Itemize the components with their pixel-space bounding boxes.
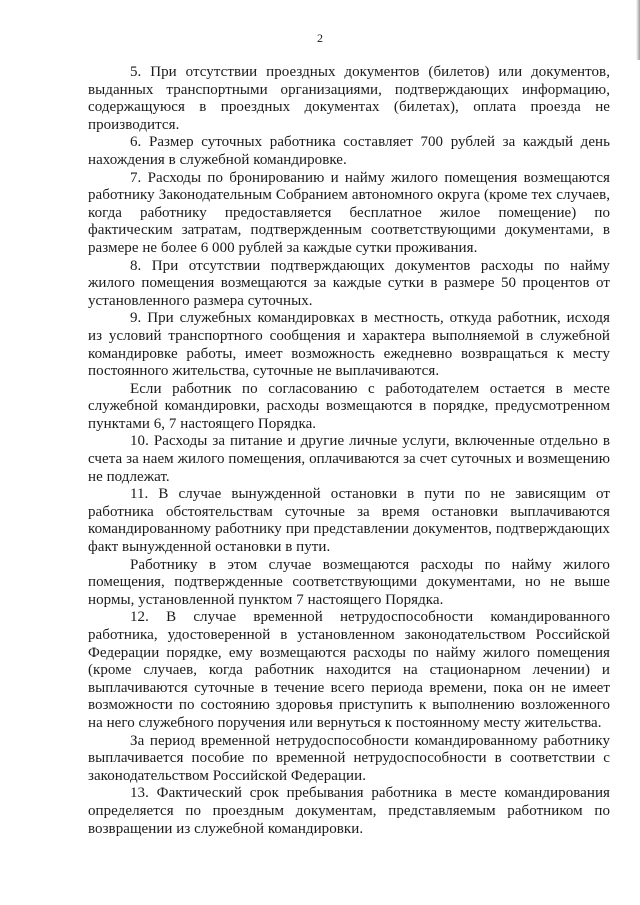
- paragraph-item-6: 6. Размер суточных работника составляет 700 рублей за каждый день нахождения в служебной командировке.: [88, 134, 610, 168]
- paragraph-item-12: 12. В случае временной нетрудоспособности командированного работника, удостоверенной в установленном законодательством Российской Федерации порядке, ему возмещаются расходы по найму жилого помещения (кроме случаев, когда работник находится на стационарном лечении) и выплачиваются суточные в течение всего периода времени, пока он не имеет возможности по состоянию здоровья приступить к выполнению возложенного на него служебного поручения или вернуться к постоянному месту жительства.: [88, 609, 610, 731]
- scan-edge-shadow: [636, 0, 640, 60]
- paragraph-item-13: 13. Фактический срок пребывания работника в месте командирования определяется по проездным документам, представляемым работником по возвращении из служебной командировки.: [88, 785, 610, 837]
- paragraph-item-10: 10. Расходы за питание и другие личные услуги, включенные отдельно в счета за наем жилого помещения, оплачиваются за счет суточных и возмещению не подлежат.: [88, 433, 610, 485]
- document-body: [88, 64, 610, 838]
- paragraph-item-9: 9. При служебных командировках в местность, откуда работник, исходя из условий транспортного сообщения и характера выполняемой в служебной командировке работы, имеет возможность ежедневно возвращаться к месту постоянного жительства, суточные не выплачиваются.: [88, 310, 610, 380]
- paragraph-item-9-continued: Если работник по согласованию с работодателем остается в месте служебной командировки, расходы возмещаются в порядке, предусмотренном пунктами 6, 7 настоящего Порядка.: [88, 380, 610, 432]
- paragraph-item-12-continued: За период временной нетрудоспособности командированному работнику выплачивается пособие по временной нетрудоспособности в соответствии с законодательством Российской Федерации.: [88, 732, 610, 784]
- paragraph-item-11: 11. В случае вынужденной остановки в пути по не зависящим от работника обстоятельствам суточные за время остановки выплачиваются командированному работнику при представлении документов, подтверждающих факт вынужденной остановки в пути.: [88, 486, 610, 556]
- paragraph-item-5: 5. При отсутствии проездных документов (билетов) или документов, выданных транспортными организациями, подтверждающих информацию, содержащуюся в проездных документах (билетах), оплата проезда не производится.: [88, 64, 610, 133]
- page-number: 2: [317, 31, 323, 45]
- paragraph-item-8: 8. При отсутствии подтверждающих документов расходы по найму жилого помещения возмещаются за каждые сутки в размере 50 процентов от установленного размера суточных.: [88, 257, 610, 309]
- paragraph-item-11-continued: Работнику в этом случае возмещаются расходы по найму жилого помещения, подтвержденные соответствующими документами, но не выше нормы, установленной пунктом 7 настоящего Порядка.: [88, 556, 610, 608]
- paragraph-item-7: 7. Расходы по бронированию и найму жилого помещения возмещаются работнику Законодательным Собранием автономного округа (кроме тех случаев, когда работнику предоставляется бесплатное жилое помещение) по фактическим затратам, подтвержденным соответствующими документами, в размере не более 6 000 рублей за каждые сутки проживания.: [88, 169, 610, 256]
